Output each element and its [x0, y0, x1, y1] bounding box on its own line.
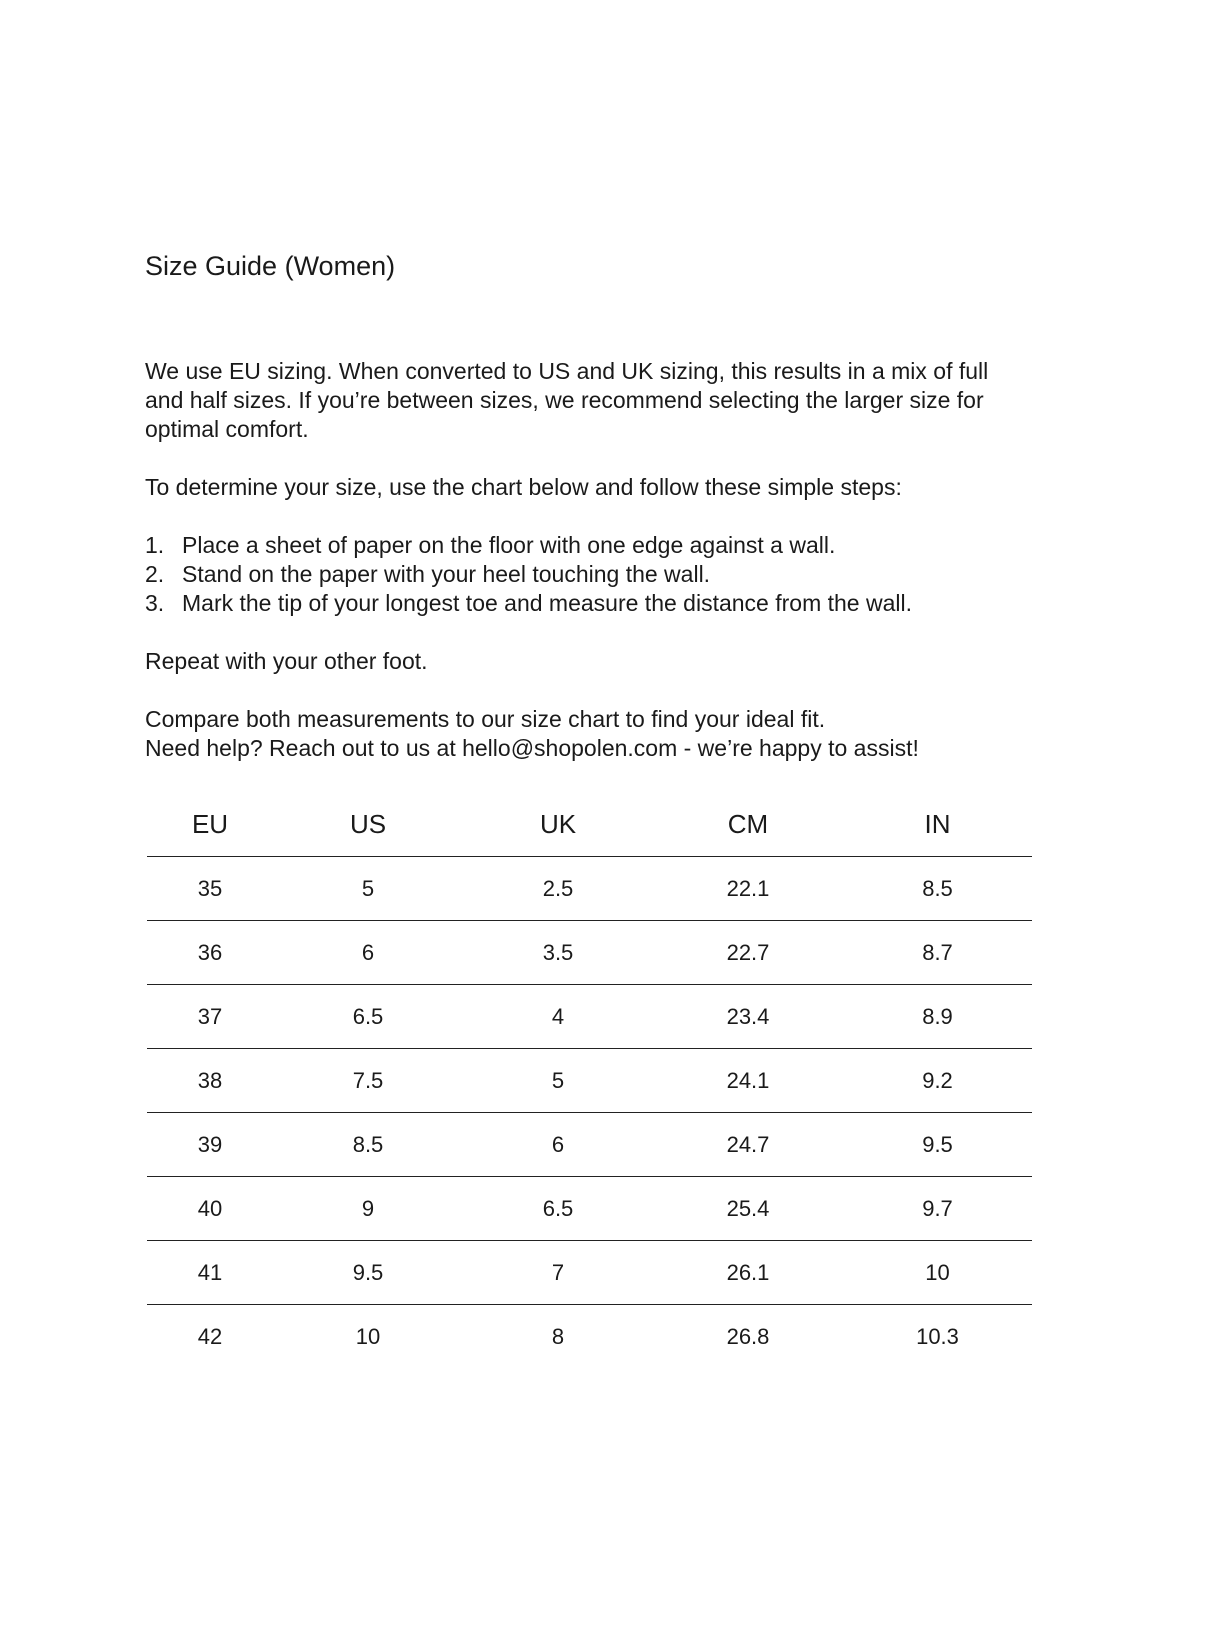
cell-us: 9.5 — [352, 1259, 384, 1285]
header-uk: UK — [539, 809, 577, 839]
cell-us: 7.5 — [352, 1067, 384, 1093]
cell-in: 9.7 — [922, 1195, 953, 1221]
header-eu: EU — [191, 809, 229, 839]
cell-us: 6.5 — [352, 1003, 384, 1029]
cell-uk: 6.5 — [542, 1195, 574, 1221]
cell-cm: 23.4 — [726, 1003, 770, 1029]
cell-in: 8.5 — [922, 875, 953, 901]
cell-in: 9.5 — [922, 1131, 953, 1157]
cell-eu: 38 — [197, 1067, 223, 1093]
cell-cm: 24.7 — [726, 1131, 770, 1157]
intro-line-2: and half sizes. If you’re between sizes, we recommend selecting the larger size for — [145, 387, 984, 413]
help-text: Need help? Reach out to us at hello@shopolen.com - we’re happy to assist! — [145, 735, 919, 761]
header-in: IN — [924, 809, 951, 839]
cell-cm: 25.4 — [726, 1195, 770, 1221]
table-header-row — [147, 793, 1032, 857]
step-text: Stand on the paper with your heel touching the wall. — [182, 561, 711, 587]
step-number: 3. — [145, 590, 165, 616]
step-text: Place a sheet of paper on the floor with one edge against a wall. — [182, 532, 836, 558]
header-us: US — [349, 809, 387, 839]
cell-cm: 26.8 — [726, 1323, 770, 1349]
table-row — [147, 1049, 1032, 1113]
cell-eu: 37 — [197, 1003, 223, 1029]
cell-us: 6 — [361, 939, 375, 965]
table-row — [147, 985, 1032, 1049]
table-row — [147, 857, 1032, 921]
cell-uk: 3.5 — [542, 939, 574, 965]
cell-uk: 5 — [551, 1067, 565, 1093]
intro-line-1: We use EU sizing. When converted to US and UK sizing, this results in a mix of full — [145, 358, 989, 384]
steps-list — [145, 531, 1045, 618]
cell-in: 8.9 — [922, 1003, 953, 1029]
table-row — [147, 1177, 1032, 1241]
cell-in: 10.3 — [916, 1323, 959, 1349]
step-item — [145, 531, 1045, 560]
cell-eu: 35 — [197, 875, 223, 901]
cell-cm: 22.1 — [726, 875, 770, 901]
intro-line-3: optimal comfort. — [145, 416, 309, 442]
instructions — [145, 357, 1045, 763]
cell-cm: 26.1 — [726, 1259, 770, 1285]
cell-us: 10 — [355, 1323, 381, 1349]
determine-text: To determine your size, use the chart below and follow these simple steps: — [145, 474, 902, 500]
cell-eu: 40 — [197, 1195, 223, 1221]
cell-uk: 7 — [551, 1259, 565, 1285]
cell-in: 8.7 — [922, 939, 953, 965]
cell-uk: 4 — [551, 1003, 565, 1029]
page-title: Size Guide (Women) — [145, 251, 396, 281]
cell-in: 10 — [925, 1259, 950, 1285]
cell-uk: 8 — [551, 1323, 565, 1349]
table-row — [147, 1113, 1032, 1177]
step-number: 2. — [145, 561, 165, 587]
cell-eu: 42 — [197, 1323, 223, 1349]
step-item — [145, 560, 1045, 589]
cell-uk: 2.5 — [542, 875, 574, 901]
cell-us: 5 — [361, 875, 375, 901]
step-item — [145, 589, 1045, 618]
table-row — [147, 921, 1032, 985]
step-text: Mark the tip of your longest toe and measure the distance from the wall. — [182, 590, 912, 616]
cell-us: 9 — [361, 1195, 375, 1221]
cell-cm: 22.7 — [726, 939, 770, 965]
compare-text: Compare both measurements to our size chart to find your ideal fit. — [145, 706, 826, 732]
cell-in: 9.2 — [922, 1067, 953, 1093]
header-cm: CM — [727, 809, 769, 839]
table-row — [147, 1241, 1032, 1305]
step-number: 1. — [145, 532, 165, 558]
cell-eu: 36 — [197, 939, 223, 965]
cell-uk: 6 — [551, 1131, 565, 1157]
table-row — [147, 1305, 1032, 1368]
cell-eu: 41 — [197, 1259, 223, 1285]
cell-eu: 39 — [197, 1131, 223, 1157]
size-chart-table — [147, 793, 1032, 1368]
cell-cm: 24.1 — [726, 1067, 770, 1093]
cell-us: 8.5 — [352, 1131, 384, 1157]
repeat-text: Repeat with your other foot. — [145, 648, 428, 674]
